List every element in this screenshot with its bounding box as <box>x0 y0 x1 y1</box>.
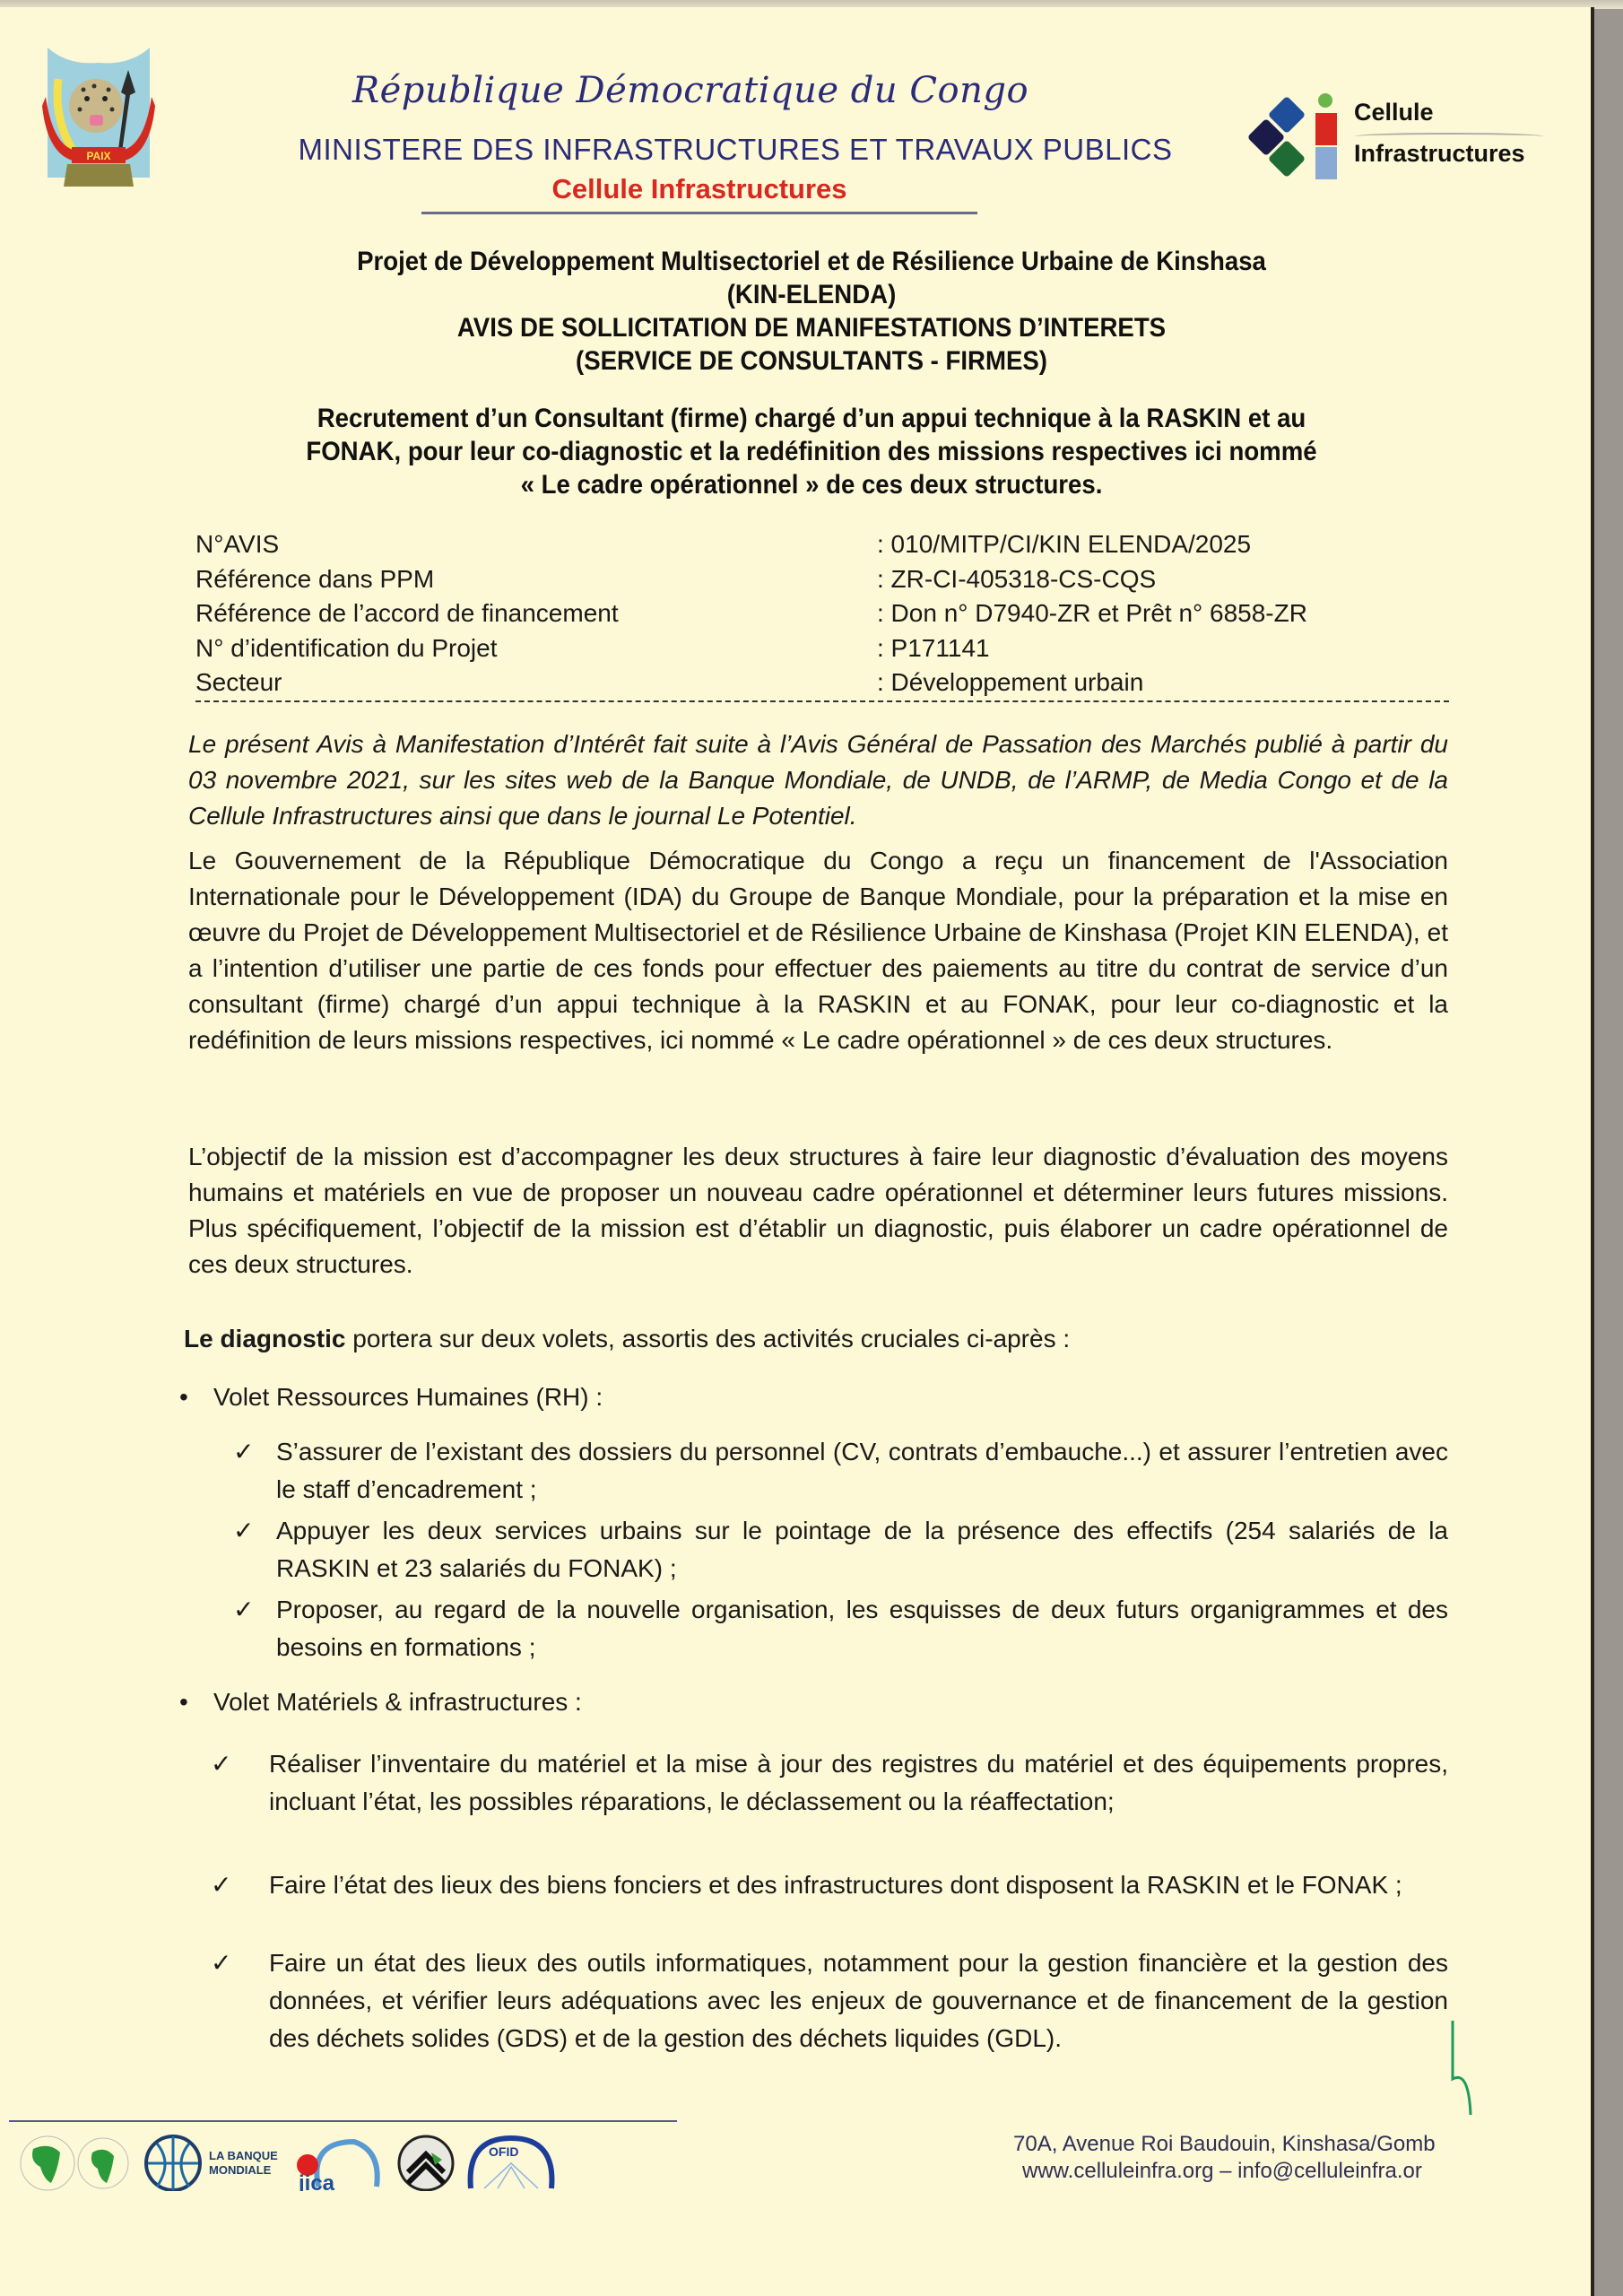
list-item-text: Proposer, au regard de la nouvelle organisation, les esquisses de deux futurs organigrammes et des besoins en formations ; <box>276 1596 1448 1661</box>
list-item <box>211 1866 1448 1947</box>
list-item <box>233 1591 1448 1672</box>
list-item-text: Réaliser l’inventaire du matériel et la mise à jour des registres du matériel et des équipements propres, incluant l’état, les possibles réparations, le déclassement ou la réaffectation; <box>269 1750 1448 1815</box>
reference-row-ppm <box>195 565 1451 600</box>
checkmark-icon: ✓ <box>211 1949 232 1977</box>
objective-paragraph: L’objectif de la mission est d’accompagner les deux structures à faire leur diagnostic d’évaluation des moyens humains et matériels en vue de proposer un nouveau cadre opérationnel et déterminer leurs futures missions. Plus spécifiquement, l’objectif de la mission est d’établir un diagnostic, puis élaborer un cadre opérationnel de ces deux structures. <box>188 1143 1448 1278</box>
postal-address: 70A, Avenue Roi Baudouin, Kinshasa/Gomb <box>1013 2132 1436 2156</box>
footer-divider <box>9 2120 677 2122</box>
list-item <box>211 1944 1448 2106</box>
jica-logo <box>297 2142 378 2191</box>
assignment-title-line: FONAK, pour leur co-diagnostic et la redéfinition des missions respectives ici nommé <box>306 437 1317 466</box>
service-type: (SERVICE DE CONSULTANTS - FIRMES) <box>576 346 1047 376</box>
reference-value: : ZR-CI-405318-CS-CQS <box>877 564 1157 593</box>
logo-line2: Infrastructures <box>1354 140 1525 167</box>
arab-bank-logo <box>399 2136 453 2190</box>
document-page <box>0 7 1594 2296</box>
checkmark-icon: ✓ <box>211 1750 232 1778</box>
notice-title: AVIS DE SOLLICITATION DE MANIFESTATIONS D’INTERETS <box>456 313 1167 343</box>
document-title <box>230 245 1393 378</box>
checkmark-icon: ✓ <box>233 1517 255 1544</box>
reference-value: : Développement urbain <box>877 668 1144 696</box>
logo-swoosh <box>1355 133 1543 140</box>
svg-text:LA BANQUE: LA BANQUE <box>209 2149 278 2162</box>
reference-value: : Don n° D7940-ZR et Prêt n° 6858-ZR <box>877 599 1307 627</box>
diagnostic-lead-rest: portera sur deux volets, assortis des activités cruciales ci-après : <box>345 1325 1071 1352</box>
partner-logos <box>13 2133 659 2191</box>
reference-value: : 010/MITP/CI/KIN ELENDA/2025 <box>877 530 1252 558</box>
ofid-logo <box>471 2138 552 2188</box>
svg-text:OFID: OFID <box>489 2144 519 2159</box>
reference-label: Référence dans PPM <box>195 564 435 593</box>
footer-address <box>1013 2131 1515 2185</box>
ministry-name: MINISTERE DES INFRASTRUCTURES ET TRAVAUX PUBLICS <box>298 133 1173 166</box>
svg-text:MONDIALE: MONDIALE <box>209 2163 272 2177</box>
logo-line1: Cellule <box>1354 99 1434 126</box>
reference-value: : P171141 <box>877 633 990 662</box>
cellule-infrastructures-logo <box>1242 88 1556 187</box>
contact-web-email: www.celluleinfra.org – info@celluleinfra.or <box>1022 2159 1422 2183</box>
reference-table-divider <box>195 700 1449 702</box>
assignment-title-line: « Le cadre opérationnel » de ces deux structures. <box>520 470 1103 500</box>
coat-of-arms-icon <box>40 43 157 187</box>
list-item-text: Faire l’état des lieux des biens fonciers et des infrastructures dont disposent la RASKIN et le FONAK ; <box>269 1871 1402 1899</box>
reference-label: N°AVIS <box>195 530 280 558</box>
project-acronym: (KIN-ELENDA) <box>726 280 897 309</box>
reference-row-notice <box>195 530 1451 565</box>
financing-paragraph: Le Gouvernement de la République Démocratique du Congo a reçu un financement de l'Association Internationale pour le Développement (IDA) du Groupe de Banque Mondiale, pour la préparation et la mise en œuvre du Projet de Développement Multisectoriel et de Résilience Urbaine de Kinshasa (Projet KIN ELENDA), et a l’intention d’utiliser une partie de ces fonds pour effectuer des paiements au titre du contrat de service d’un consultant (firme) chargé d’un appui technique à la RASKIN et au FONAK, pour leur co-diagnostic et la redéfinition de leurs missions respectives, ici nommé « Le cadre opérationnel » de ces deux structures. <box>188 847 1448 1054</box>
assignment-title <box>213 402 1410 501</box>
reference-row-financing <box>195 599 1451 634</box>
cellule-logo-icon <box>1242 88 1350 187</box>
list-item-text: S’assurer de l’existant des dossiers du personnel (CV, contrats d’embauche...) et assurer l’entretien avec le staff d’encadrement ; <box>276 1438 1448 1503</box>
assignment-title-line: Recrutement d’un Consultant (firme) chargé d’un appui technique à la RASKIN et au <box>317 404 1306 433</box>
reference-label: N° d’identification du Projet <box>195 633 498 662</box>
project-title: Projet de Développement Multisectoriel et de Résilience Urbaine de Kinshasa <box>357 247 1266 276</box>
checkmark-icon: ✓ <box>211 1871 232 1899</box>
unit-name: Cellule Infrastructures <box>551 173 847 204</box>
reference-row-project-id <box>195 634 1451 669</box>
diagnostic-intro <box>184 1321 1444 1357</box>
reference-row-sector <box>195 668 1451 703</box>
list-item <box>211 1745 1448 1862</box>
header-divider <box>421 212 977 214</box>
volet-label: Volet Matériels & infrastructures : <box>213 1688 582 1716</box>
african-development-fund-logo <box>78 2138 128 2188</box>
reference-label: Secteur <box>195 668 282 696</box>
bullet-icon: • <box>179 1383 188 1411</box>
list-item-text: Faire un état des lieux des outils informatiques, notamment pour la gestion financière et la gestion des données, et vérifier leurs adéquations avec les enjeux de gouvernance et de financement de la gestion des déchets solides (GDS) et de la gestion des déchets liquides (GDL). <box>269 1949 1448 2052</box>
handwritten-initial-mark <box>1444 2016 1480 2124</box>
list-item-text: Appuyer les deux services urbains sur le pointage de la présence des effectifs (254 salariés de la RASKIN et 23 salariés du FONAK) ; <box>276 1517 1448 1582</box>
intro-paragraph: Le présent Avis à Manifestation d’Intérêt fait suite à l’Avis Général de Passation des Marchés publié à partir du 03 novembre 2021, sur les sites web de la Banque Mondiale, de UNDB, de l’ARMP, de Media Congo et de la Cellule Infrastructures ainsi que dans le journal Le Potentiel. <box>188 730 1448 830</box>
reference-label: Référence de l’accord de financement <box>195 599 619 627</box>
svg-text:PAIX: PAIX <box>86 150 111 162</box>
bullet-icon: • <box>179 1688 188 1716</box>
diagnostic-lead-bold: Le diagnostic <box>184 1325 346 1352</box>
list-item <box>233 1512 1448 1593</box>
list-item <box>233 1433 1448 1514</box>
reference-table <box>195 530 1451 703</box>
checkmark-icon: ✓ <box>233 1438 255 1465</box>
svg-text:jica: jica <box>299 2171 335 2191</box>
african-development-bank-logo <box>21 2136 74 2190</box>
checkmark-icon: ✓ <box>233 1596 255 1623</box>
volet-label: Volet Ressources Humaines (RH) : <box>213 1383 603 1411</box>
world-bank-logo <box>146 2136 278 2190</box>
country-name: République Démocratique du Congo <box>352 70 1029 111</box>
